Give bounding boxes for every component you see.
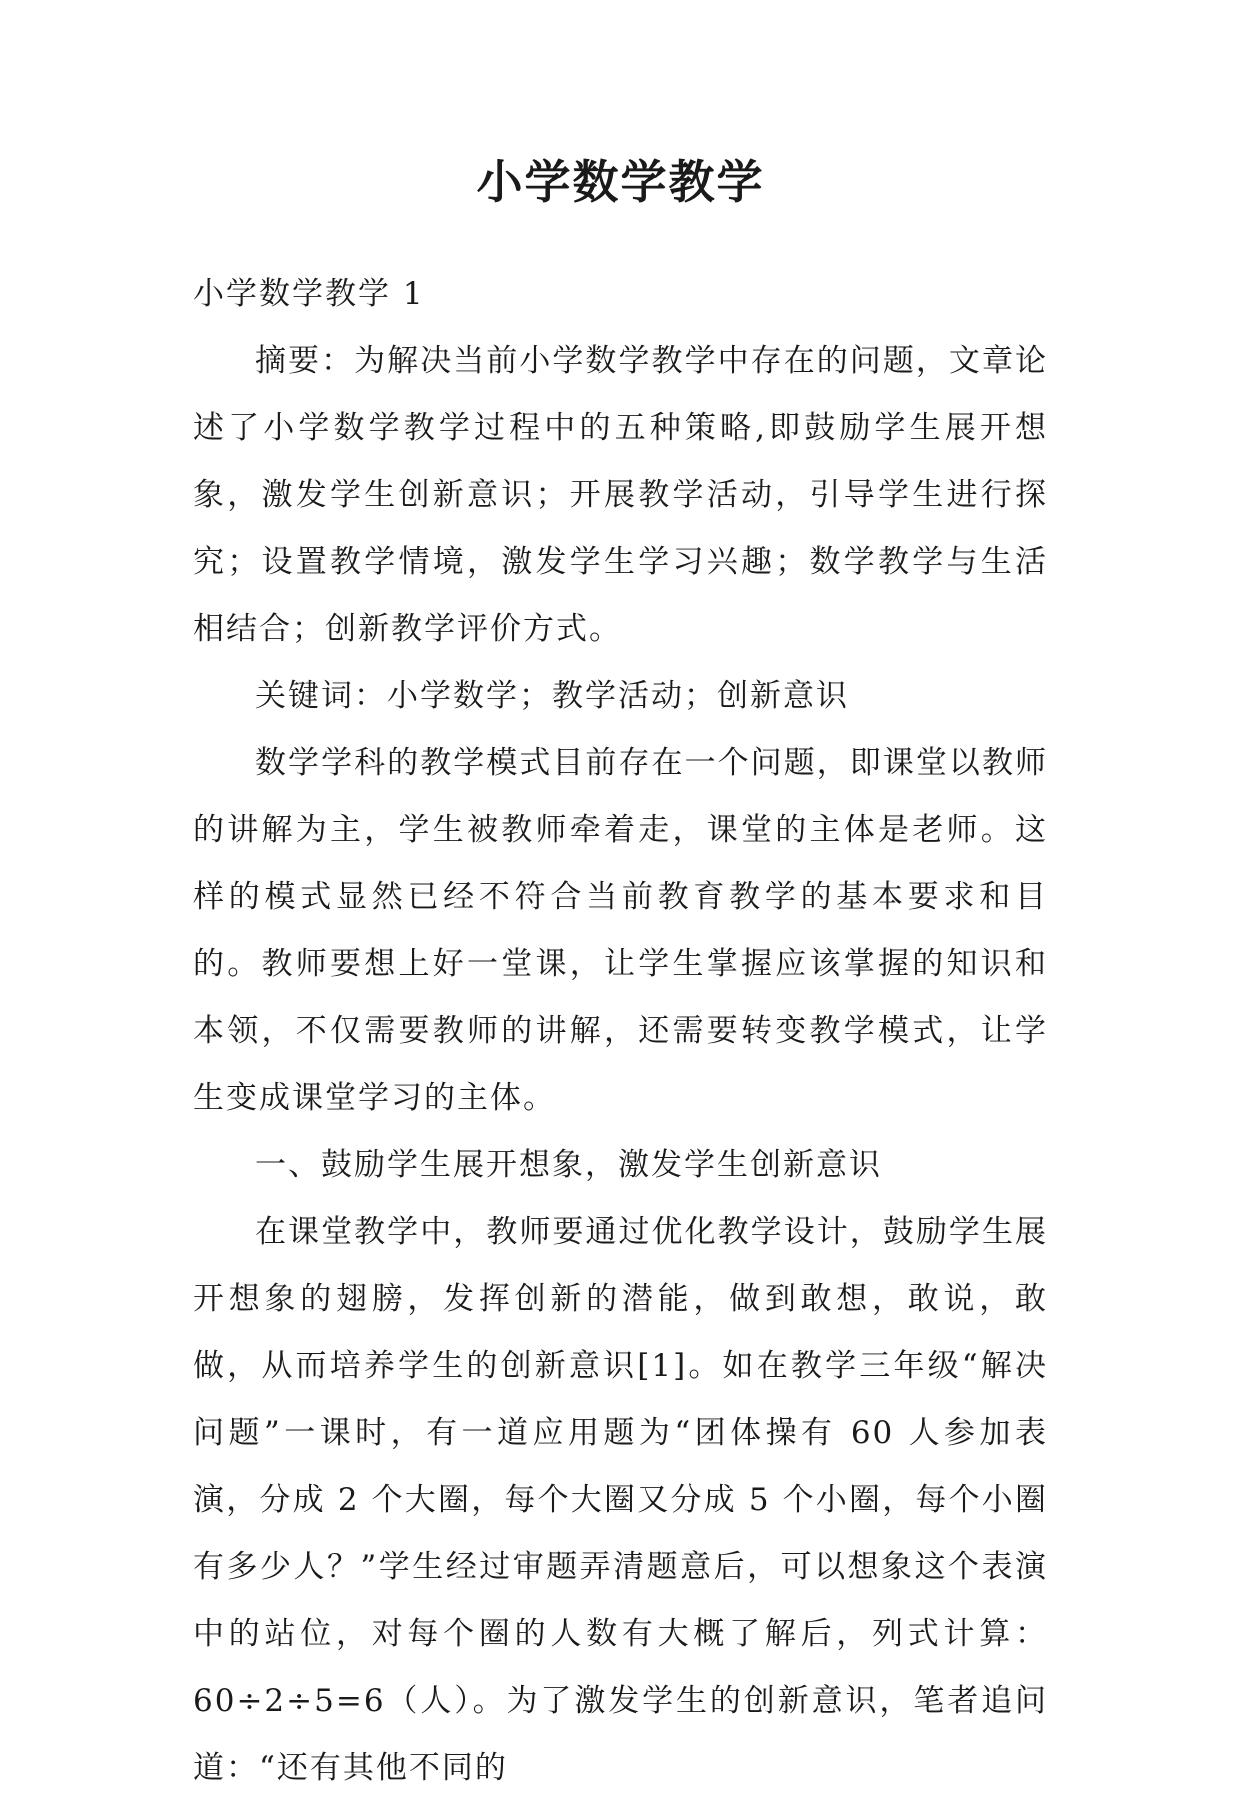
intro-paragraph: 数学学科的教学模式目前存在一个问题，即课堂以教师的讲解为主，学生被教师牵着走，课堂的主体是老师。这样的模式显然已经不符合当前教育教学的基本要求和目的。教师要想上好一堂课，让学生掌握应该掌握的知识和本领，不仅需要教师的讲解，还需要转变教学模式，让学生变成课堂学习的主体。 (193, 745, 1048, 1116)
section-heading: 小学数学教学 1 (193, 276, 425, 312)
document-title: 小学数学教学 (476, 155, 765, 209)
document-body (193, 261, 1048, 1802)
abstract-paragraph: 摘要：为解决当前小学数学教学中存在的问题，文章论述了小学数学教学过程中的五种策略,即鼓励学生展开想象，激发学生创新意识；开展教学活动，引导学生进行探究；设置教学情境，激发学生学习兴趣；数学教学与生活相结合；创新教学评价方式。 (193, 343, 1048, 647)
body-paragraph: 在课堂教学中，教师要通过优化教学设计，鼓励学生展开想象的翅膀，发挥创新的潜能，做到敢想，敢说，敢做，从而培养学生的创新意识[1]。如在教学三年级“解决问题”一课时，有一道应用题为“团体操有 60 人参加表演，分成 2 个大圈，每个大圈又分成 5 个小圈，每个小圈有多少人？”学生经过审题弄清题意后，可以想象这个表演中的站位，对每个圈的人数有大概了解后，列式计算：60÷2÷5=6（人）。为了激发学生的创新意识，笔者追问道：“还有其他不同的 (193, 1214, 1048, 1786)
subheading-paragraph: 一、鼓励学生展开想象，激发学生创新意识 (255, 1147, 882, 1183)
keywords-paragraph: 关键词：小学数学；教学活动；创新意识 (255, 678, 849, 714)
